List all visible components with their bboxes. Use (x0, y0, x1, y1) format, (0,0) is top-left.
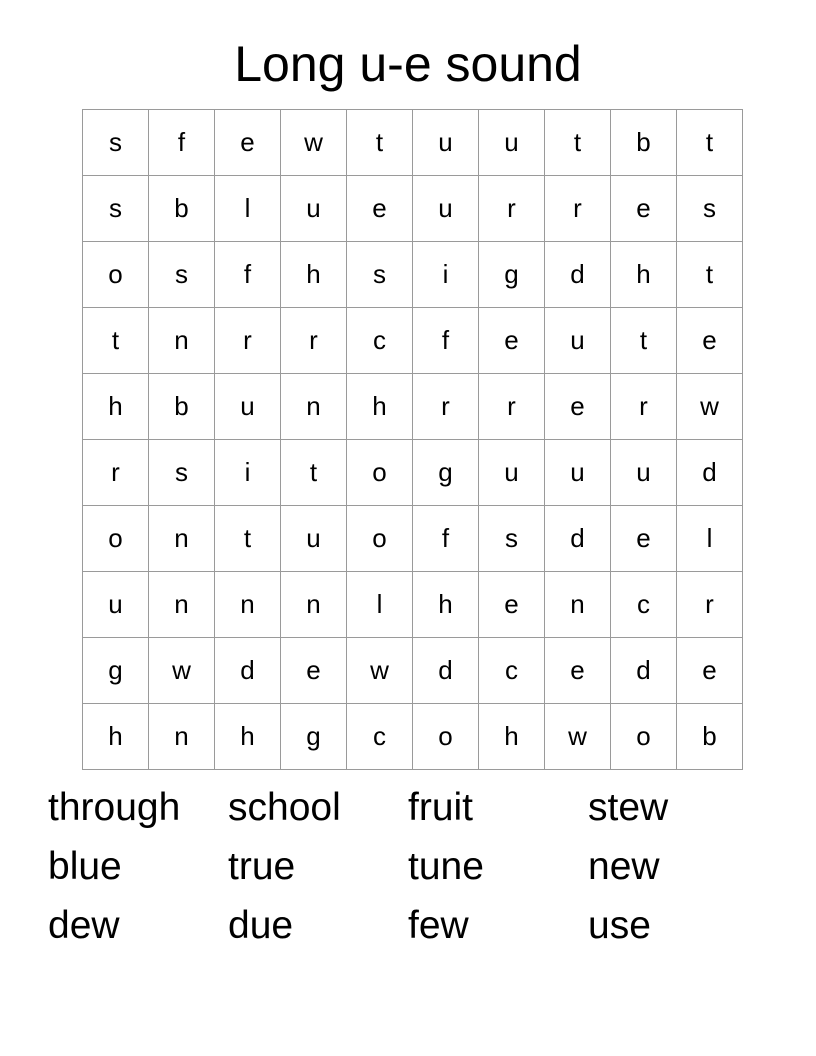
word-list-item: stew (588, 786, 669, 829)
grid-cell: e (677, 638, 743, 704)
grid-cell: g (83, 638, 149, 704)
grid-cell: t (215, 506, 281, 572)
grid-cell: d (677, 440, 743, 506)
grid-cell: t (677, 110, 743, 176)
grid-cell: s (83, 110, 149, 176)
word-list-item: dew (48, 904, 120, 947)
grid-cell: r (479, 176, 545, 242)
grid-cell: i (413, 242, 479, 308)
grid-cell: r (677, 572, 743, 638)
grid-cell: f (413, 308, 479, 374)
grid-cell: e (479, 308, 545, 374)
grid-cell: n (149, 308, 215, 374)
grid-cell: e (545, 374, 611, 440)
word-list-item: blue (48, 845, 122, 888)
grid-row (83, 374, 743, 440)
grid-row (83, 242, 743, 308)
word-list-item: new (588, 845, 660, 888)
grid-cell: t (281, 440, 347, 506)
grid-cell: g (281, 704, 347, 770)
grid-cell: c (611, 572, 677, 638)
word-list-item: due (228, 904, 294, 947)
grid-cell: h (281, 242, 347, 308)
word-list-item: use (588, 904, 651, 947)
grid-cell: r (83, 440, 149, 506)
grid-row (83, 638, 743, 704)
grid-row (83, 440, 743, 506)
grid-cell: d (413, 638, 479, 704)
grid-cell: t (545, 110, 611, 176)
grid-cell: b (677, 704, 743, 770)
grid-cell: c (347, 704, 413, 770)
grid-cell: l (677, 506, 743, 572)
grid-cell: n (545, 572, 611, 638)
grid-row (83, 308, 743, 374)
grid-cell: e (611, 176, 677, 242)
grid-cell: s (83, 176, 149, 242)
grid-cell: o (413, 704, 479, 770)
grid-cell: c (479, 638, 545, 704)
word-list-item: few (408, 904, 469, 947)
grid-cell: l (347, 572, 413, 638)
grid-cell: r (281, 308, 347, 374)
grid-row (83, 176, 743, 242)
grid-cell: w (149, 638, 215, 704)
word-search-grid (82, 109, 743, 770)
grid-cell: b (149, 176, 215, 242)
grid-cell: h (413, 572, 479, 638)
grid-cell: u (83, 572, 149, 638)
grid-cell: h (215, 704, 281, 770)
grid-cell: d (545, 506, 611, 572)
grid-cell: f (413, 506, 479, 572)
grid-cell: h (611, 242, 677, 308)
grid-cell: b (149, 374, 215, 440)
grid-cell: n (281, 374, 347, 440)
grid-row (83, 572, 743, 638)
grid-cell: u (479, 440, 545, 506)
grid-cell: s (347, 242, 413, 308)
word-list-item: school (228, 786, 341, 829)
grid-cell: r (545, 176, 611, 242)
grid-cell: l (215, 176, 281, 242)
grid-cell: u (545, 440, 611, 506)
grid-cell: t (611, 308, 677, 374)
grid-cell: w (347, 638, 413, 704)
word-list-item: tune (408, 845, 484, 888)
grid-cell: n (149, 572, 215, 638)
grid-cell: h (83, 374, 149, 440)
grid-cell: u (545, 308, 611, 374)
grid-cell: e (479, 572, 545, 638)
word-list-item: through (48, 786, 181, 829)
grid-cell: n (281, 572, 347, 638)
grid-row (83, 110, 743, 176)
grid-cell: t (677, 242, 743, 308)
grid-cell: d (611, 638, 677, 704)
grid-cell: w (677, 374, 743, 440)
grid-cell: u (611, 440, 677, 506)
grid-cell: e (347, 176, 413, 242)
grid-cell: w (281, 110, 347, 176)
grid-cell: f (215, 242, 281, 308)
grid-cell: h (83, 704, 149, 770)
grid-cell: s (149, 440, 215, 506)
grid-cell: i (215, 440, 281, 506)
grid-cell: e (545, 638, 611, 704)
grid-cell: w (545, 704, 611, 770)
grid-cell: e (611, 506, 677, 572)
grid-cell: u (413, 110, 479, 176)
grid-cell: d (545, 242, 611, 308)
grid-cell: r (611, 374, 677, 440)
grid-cell: n (149, 506, 215, 572)
grid-cell: r (479, 374, 545, 440)
grid-cell: o (83, 506, 149, 572)
grid-cell: u (479, 110, 545, 176)
grid-cell: u (413, 176, 479, 242)
grid-cell: h (479, 704, 545, 770)
grid-row (83, 704, 743, 770)
grid-cell: e (677, 308, 743, 374)
grid-cell: n (149, 704, 215, 770)
grid-cell: n (215, 572, 281, 638)
grid-cell: e (281, 638, 347, 704)
grid-cell: e (215, 110, 281, 176)
grid-cell: u (281, 176, 347, 242)
grid-cell: o (611, 704, 677, 770)
grid-cell: r (413, 374, 479, 440)
grid-cell: u (281, 506, 347, 572)
grid-cell: t (347, 110, 413, 176)
word-list-item: true (228, 845, 296, 888)
grid-cell: g (479, 242, 545, 308)
grid-cell: o (347, 506, 413, 572)
grid-cell: u (215, 374, 281, 440)
grid-cell: d (215, 638, 281, 704)
grid-cell: c (347, 308, 413, 374)
page-title: Long u-e sound (234, 36, 582, 92)
grid-cell: g (413, 440, 479, 506)
grid-cell: t (83, 308, 149, 374)
grid-cell: s (677, 176, 743, 242)
grid-cell: h (347, 374, 413, 440)
grid-cell: s (149, 242, 215, 308)
grid-cell: o (83, 242, 149, 308)
grid-row (83, 506, 743, 572)
grid-cell: r (215, 308, 281, 374)
grid-cell: s (479, 506, 545, 572)
grid-cell: f (149, 110, 215, 176)
word-list-item: fruit (408, 786, 474, 829)
grid-cell: o (347, 440, 413, 506)
grid-cell: b (611, 110, 677, 176)
word-list (48, 781, 768, 958)
